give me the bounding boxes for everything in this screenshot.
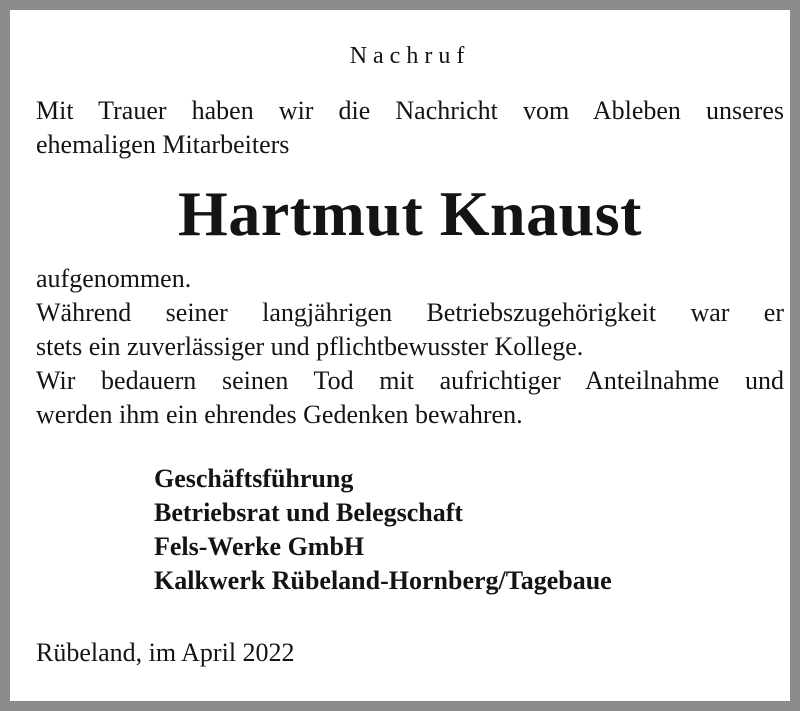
signer-line: Betriebsrat und Belegschaft <box>154 498 464 527</box>
body-paragraph <box>36 262 784 432</box>
body-line: Während seiner langjährigen Betriebszugehörigkeit war er <box>36 298 784 327</box>
obituary-content <box>36 28 784 670</box>
deceased-name: Hartmut Knaust <box>178 178 642 249</box>
body-line: stets ein zuverlässiger und pflichtbewusster Kollege. <box>36 332 584 361</box>
body-line: Wir bedauern seinen Tod mit aufrichtiger Anteilnahme und <box>36 366 784 395</box>
intro-line: ehemaligen Mitarbeiters <box>36 130 290 159</box>
notice-heading: Nachruf <box>349 43 471 69</box>
intro-line: Mit Trauer haben wir die Nachricht vom Ableben unseres <box>36 96 784 125</box>
body-line: werden ihm ein ehrendes Gedenken bewahren. <box>36 400 523 429</box>
body-line: aufgenommen. <box>36 264 192 293</box>
signers-block <box>154 462 784 598</box>
place-date: Rübeland, im April 2022 <box>36 638 295 667</box>
signer-line: Kalkwerk Rübeland-Hornberg/Tagebaue <box>154 566 612 595</box>
signer-line: Geschäftsführung <box>154 464 354 493</box>
intro-paragraph <box>36 94 784 162</box>
signer-line: Fels-Werke GmbH <box>154 532 365 561</box>
